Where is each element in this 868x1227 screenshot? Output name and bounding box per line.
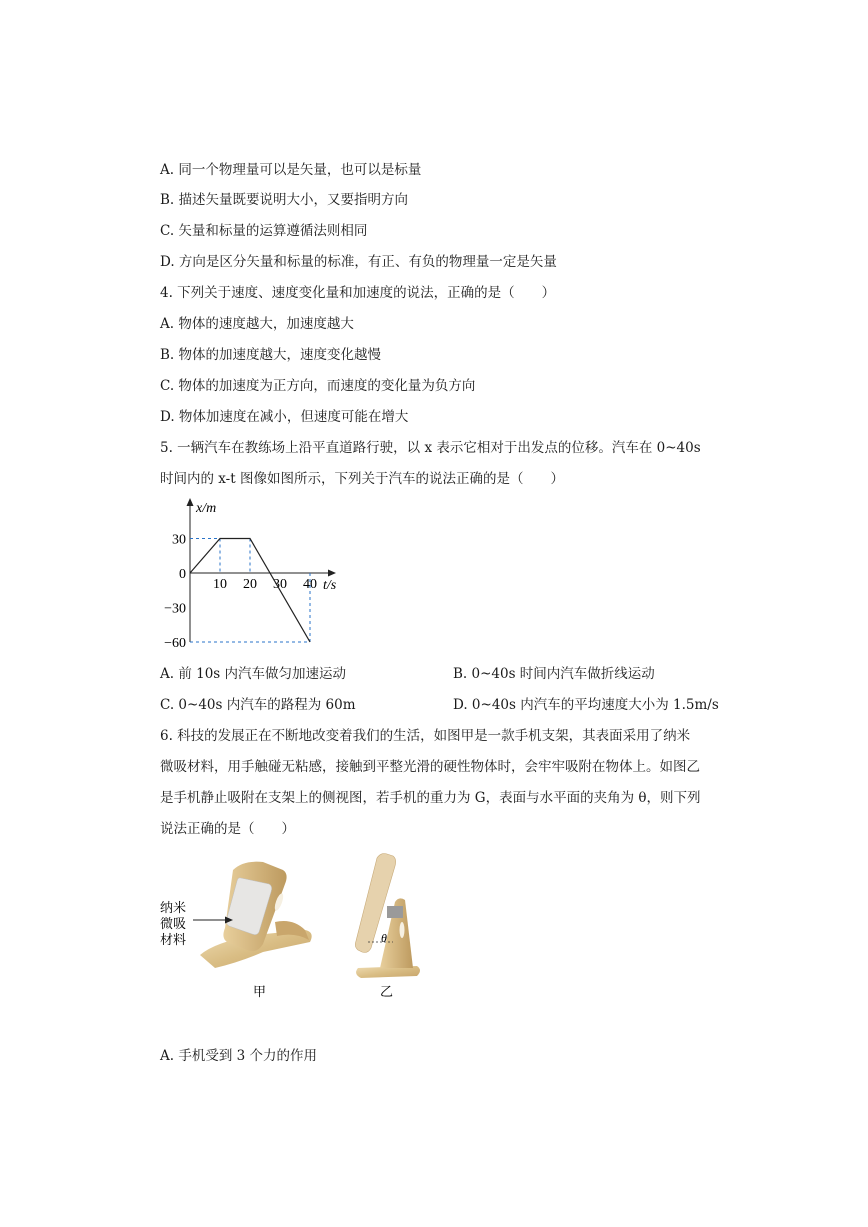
q3-option-d: D. 方向是区分矢量和标量的标准，有正、有负的物理量一定是矢量 [160, 254, 557, 270]
x-axis-label: t/s [323, 578, 337, 593]
q5-stem-line1: 5. 一辆汽车在教练场上沿平直道路行驶，以 x 表示它相对于出发点的位移。汽车在 0~40s [160, 440, 701, 456]
y-tick-label: −60 [164, 636, 186, 651]
y-tick-label: 30 [172, 532, 186, 548]
q4-option-c: C. 物体的加速度为正方向，而速度的变化量为负方向 [160, 378, 476, 394]
x-tick-label: 40 [303, 577, 317, 592]
label-material: 材料 [160, 932, 187, 947]
y-axis-label: x/m [196, 501, 217, 516]
x-tick-label: 20 [243, 577, 257, 592]
x-tick-label: 10 [213, 577, 227, 592]
q6-stem-line3: 是手机静止吸附在支架上的侧视图，若手机的重力为 G，表面与水平面的夹角为 θ，则下列 [160, 790, 701, 806]
q5-option-c: C. 0~40s 内汽车的路程为 60m [160, 697, 356, 713]
q6-stem-line1: 6. 科技的发展正在不断地改变着我们的生活，如图甲是一款手机支架，其表面采用了纳米 [160, 728, 691, 744]
q5-option-b: B. 0~40s 时间内汽车做折线运动 [453, 666, 655, 682]
caption-yi: 乙 [380, 984, 394, 999]
q3-option-a: A. 同一个物理量可以是矢量，也可以是标量 [160, 162, 422, 178]
y-tick-label: 0 [179, 567, 186, 582]
q4-stem: 4. 下列关于速度、速度变化量和加速度的说法，正确的是（ ） [160, 285, 556, 301]
angle-theta: θ [381, 931, 387, 945]
q6-stem-line2: 微吸材料，用手触碰无粘感，接触到平整光滑的硬性物体时，会牢牢吸附在物体上。如图乙 [160, 759, 700, 775]
phone-stand-figures [155, 850, 455, 1005]
y-tick-label: −30 [164, 601, 186, 617]
xt-graph [160, 492, 360, 652]
y-axis-arrow [187, 498, 194, 506]
q3-option-b: B. 描述矢量既要说明大小，又要指明方向 [160, 192, 409, 208]
q6-stem-line4: 说法正确的是（ ） [160, 821, 295, 837]
q4-option-a: A. 物体的速度越大，加速度越大 [160, 316, 354, 332]
q5-stem-line2: 时间内的 x-t 图像如图所示，下列关于汽车的说法正确的是（ ） [160, 471, 564, 487]
q5-option-a: A. 前 10s 内汽车做匀加速运动 [160, 666, 347, 682]
q4-option-b: B. 物体的加速度越大，速度变化越慢 [160, 347, 382, 363]
label-micro-suction: 微吸 [160, 916, 187, 931]
q6-option-a: A. 手机受到 3 个力的作用 [160, 1048, 318, 1064]
q4-option-d: D. 物体加速度在减小，但速度可能在增大 [160, 409, 409, 425]
stand-figure-yi [355, 854, 420, 979]
stand-figure-jia [193, 862, 312, 968]
label-nano: 纳米 [160, 900, 187, 915]
x-tick-label: 30 [273, 577, 287, 592]
q3-option-c: C. 矢量和标量的运算遵循法则相同 [160, 223, 368, 239]
q5-option-d: D. 0~40s 内汽车的平均速度大小为 1.5m/s [453, 697, 719, 713]
x-axis-arrow [328, 570, 336, 577]
caption-jia: 甲 [253, 984, 267, 999]
